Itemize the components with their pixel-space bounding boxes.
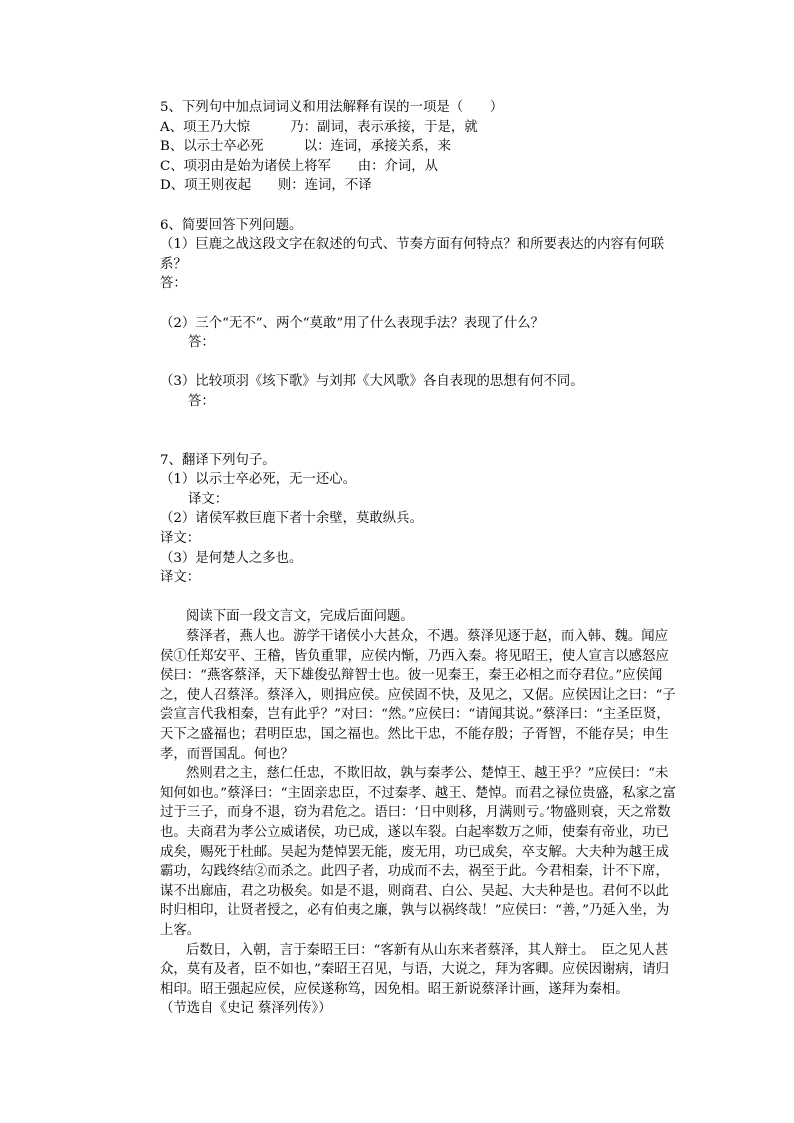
- reading-intro: 阅读下面一段文言文，完成后面问题。: [186, 609, 414, 625]
- q6-sub2: （2）三个“无不”、两个“莫敢”用了什么表现手法？表现了什么？: [160, 315, 545, 331]
- reading-paragraph-2: 然则君之主，慈仁任忠，不欺旧故，孰与秦孝公、楚悼王、越王乎？”应侯曰：“未知何如也。”蔡泽曰：“主固亲忠臣，不过秦孝、越王、楚悼。而君之禄位贵盛，私家之富过于三子，而身不退，窃为君危之。语曰：‘日中则移，月满则亏。’物盛则衰，天之常数也。夫商君为孝公立威诸侯，功已成，遂以车裂。白起率数万之师，使秦有帝业，功已成矣，赐死于杜邮。吴起为楚悼罢无能，废无用，功已成矣，卒支解。大夫种为越王成霸功，勾践终结②而杀之。此四子者，功成而不去，祸至于此。今君相秦，计不下席，谋不出廊庙，君之功极矣。如是不退，则商君、白公、吴起、大夫种是也。君何不以此时归相印，让贤者授之，必有伯夷之廉，孰与以祸终哉！”应侯曰：“善，”乃延入坐，为上客。: [160, 766, 676, 938]
- q5-option-a: A、项王乃大惊 乃：副词，表示承接，于是，就: [160, 119, 478, 135]
- q7-sentence1: （1）以示士卒必死，无一还心。: [160, 472, 356, 488]
- q7-translation3: 译文：: [160, 570, 201, 586]
- q6-sub3: （3）比较项羽《垓下歌》与刘邦《大风歌》各自表现的思想有何不同。: [160, 374, 584, 390]
- q6-stem: 6、简要回答下列问题。: [160, 217, 303, 233]
- q7-stem: 7、翻译下列句子。: [160, 452, 276, 468]
- reading-source: （节选自《史记 蔡泽列传》）: [160, 1001, 332, 1017]
- q5-stem: 5、下列句中加点词词义和用法解释有误的一项是（ ）: [160, 100, 504, 115]
- q6-answer1: 答：: [160, 276, 187, 292]
- q5-option-c: C、项羽由是始为诸侯上将军 由：介词，从: [160, 158, 439, 174]
- q7-sentence2: （2）诸侯军救巨鹿下者十余壁，莫敢纵兵。: [160, 511, 423, 527]
- reading-paragraph-3: 后数日，入朝，言于秦昭王曰：“客新有从山东来者蔡泽，其人辩士。 臣之见人甚众，莫有及者，臣不如也，”秦昭王召见，与语，大说之，拜为客卿。应侯因谢病，请归相印。昭王强起应侯，应侯遂称笃，因免相。昭王新说蔡泽计画，遂拜为秦相。: [160, 942, 669, 997]
- reading-passage: [160, 607, 680, 1018]
- reading-paragraph-1: 蔡泽者，燕人也。游学干诸侯小大甚众，不遇。蔡泽见逐于赵，而入韩、魏。闻应侯①任郑安平、王稽，皆负重罪，应侯内惭，乃西入秦。将见昭王，使人宣言以感怒应侯曰：“燕客蔡泽，天下雄俊弘辩智士也。彼一见秦王，秦王必相之而夺君位。”应侯闻之，使人召蔡泽。蔡泽入，则揖应侯。应侯固不快，及见之，又倨。应侯因让之曰：“子尝宣言代我相秦，岂有此乎？”对曰：“然。”应侯曰：“请闻其说。”蔡泽曰：“主圣臣贤，天下之盛福也；君明臣忠，国之福也。然比干忠，不能存殷；子胥智，不能存吴；申生孝，而晋国乱。何也？: [160, 629, 676, 762]
- question-5: [160, 98, 680, 196]
- q6-answer3: 答：: [188, 393, 215, 409]
- question-7: [160, 451, 680, 588]
- q5-option-b: B、以示士卒必死 以：连词，承接关系，来: [160, 139, 452, 155]
- q6-sub1: （1）巨鹿之战这段文字在叙述的句式、节奏方面有何特点？和所要表达的内容有何联系？: [160, 237, 664, 272]
- question-6: [160, 216, 680, 412]
- q5-option-d: D、项王则夜起 则：连词，不译: [160, 178, 372, 194]
- q7-sentence3: （3）是何楚人之多也。: [160, 550, 303, 566]
- q6-answer2: 答：: [188, 335, 215, 351]
- document-page: [160, 98, 680, 1019]
- q7-translation1: 译文：: [188, 491, 229, 507]
- q7-translation2: 译文：: [160, 531, 201, 547]
